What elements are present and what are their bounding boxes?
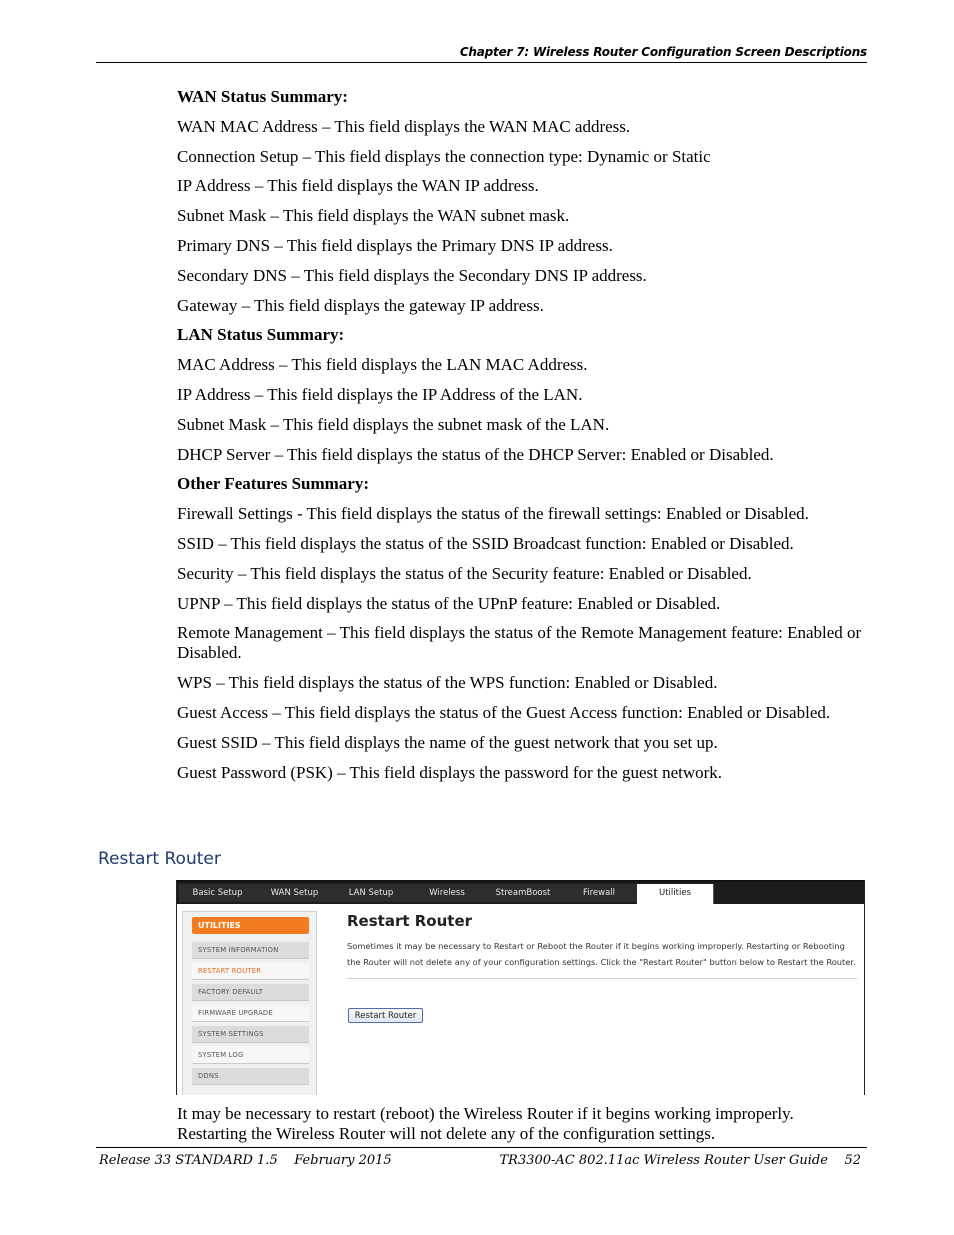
field-description: WAN MAC Address – This field displays the WAN MAC address. <box>177 116 631 136</box>
chapter-label: Chapter 7 <box>459 45 525 59</box>
body-text <box>177 87 867 792</box>
field-description: Firewall Settings - This field displays the status of the firewall settings: Enabled or Disabled. <box>177 504 809 524</box>
footer-guide-page: TR3300-AC 802.11ac Wireless Router User Guide 52 <box>499 1153 861 1168</box>
sidebar-title: UTILITIES <box>192 917 309 934</box>
router-screenshot <box>176 880 865 1095</box>
field-description: Security – This field displays the status of the Security feature: Enabled or Disabled. <box>177 563 752 583</box>
field-description: Secondary DNS – This field displays the Secondary DNS IP address. <box>177 265 647 285</box>
subsection-heading: LAN Status Summary: <box>177 325 345 345</box>
field-description: WPS – This field displays the status of the WPS function: Enabled or Disabled. <box>177 673 718 693</box>
field-description: UPNP – This field displays the status of the UPnP feature: Enabled or Disabled. <box>177 593 721 613</box>
footer-release: Release 33 STANDARD 1.5 February 2015 <box>99 1153 392 1168</box>
sidebar-item-system-settings[interactable]: SYSTEM SETTINGS <box>192 1026 309 1043</box>
sidebar-item-ddns[interactable]: DDNS <box>192 1068 309 1085</box>
tab-wan-setup[interactable]: WAN Setup <box>256 884 334 902</box>
field-description: Connection Setup – This field displays the connection type: Dynamic or Static <box>177 146 711 166</box>
sidebar-item-system-log[interactable]: SYSTEM LOG <box>192 1047 309 1064</box>
sidebar-item-factory-default[interactable]: FACTORY DEFAULT <box>192 984 309 1001</box>
router-tab-bar <box>177 880 864 904</box>
tab-wireless[interactable]: Wireless <box>409 884 486 902</box>
field-description: Primary DNS – This field displays the Primary DNS IP address. <box>177 235 613 255</box>
chapter-header <box>460 45 867 59</box>
tab-basic-setup[interactable]: Basic Setup <box>179 884 257 902</box>
router-body <box>177 904 864 1095</box>
subsection-heading: Other Features Summary: <box>177 474 370 494</box>
field-description: IP Address – This field displays the IP Address of the LAN. <box>177 384 583 404</box>
field-description: Remote Management – This field displays the status of the Remote Management feature: Enabled or Disabled. <box>177 623 862 663</box>
field-description: IP Address – This field displays the WAN IP address. <box>177 176 539 196</box>
restart-router-title: Restart Router <box>347 912 473 930</box>
router-sidebar <box>182 911 317 1095</box>
tab-lan-setup[interactable]: LAN Setup <box>333 884 410 902</box>
divider <box>347 978 857 979</box>
field-description: Guest Access – This field displays the status of the Guest Access function: Enabled or Disabled. <box>177 702 831 722</box>
tab-utilities[interactable]: Utilities <box>637 884 714 904</box>
chapter-title: : Wireless Router Configuration Screen Descriptions <box>524 45 867 59</box>
field-description: DHCP Server – This field displays the status of the DHCP Server: Enabled or Disabled. <box>177 444 774 464</box>
field-description: Guest Password (PSK) – This field displays the password for the guest network. <box>177 762 723 782</box>
field-description: MAC Address – This field displays the LAN MAC Address. <box>177 355 588 375</box>
subsection-heading: WAN Status Summary: <box>177 87 348 106</box>
sidebar-item-firmware-upgrade[interactable]: FIRMWARE UPGRADE <box>192 1005 309 1022</box>
section-heading: Restart Router <box>98 849 221 869</box>
tab-firewall[interactable]: Firewall <box>561 884 638 902</box>
field-description: Guest SSID – This field displays the name of the guest network that you set up. <box>177 732 718 752</box>
sidebar-item-restart-router[interactable]: RESTART ROUTER <box>192 963 309 980</box>
restart-explanation: It may be necessary to restart (reboot) the Wireless Router if it begins working improperly. Restarting the Wireless Router will not delete any of the configuration settings. <box>177 1104 794 1143</box>
field-description: Subnet Mask – This field displays the subnet mask of the LAN. <box>177 414 610 434</box>
restart-router-button[interactable]: Restart Router <box>348 1008 423 1023</box>
restart-router-description: Sometimes it may be necessary to Restart or Reboot the Router if it begins working improperly. Restarting or Rebooting the Router will not delete any of your configuration settings. Click the "Restart Router" button below to Restart the Router. <box>347 941 856 967</box>
page-header <box>96 42 867 63</box>
field-description: SSID – This field displays the status of the SSID Broadcast function: Enabled or Disabled. <box>177 533 794 553</box>
footer-divider <box>96 1147 867 1148</box>
sidebar-item-system-information[interactable]: SYSTEM INFORMATION <box>192 942 309 959</box>
field-description: Subnet Mask – This field displays the WAN subnet mask. <box>177 206 570 226</box>
tab-streamboost[interactable]: StreamBoost <box>485 884 562 902</box>
field-description: Gateway – This field displays the gateway IP address. <box>177 295 544 315</box>
